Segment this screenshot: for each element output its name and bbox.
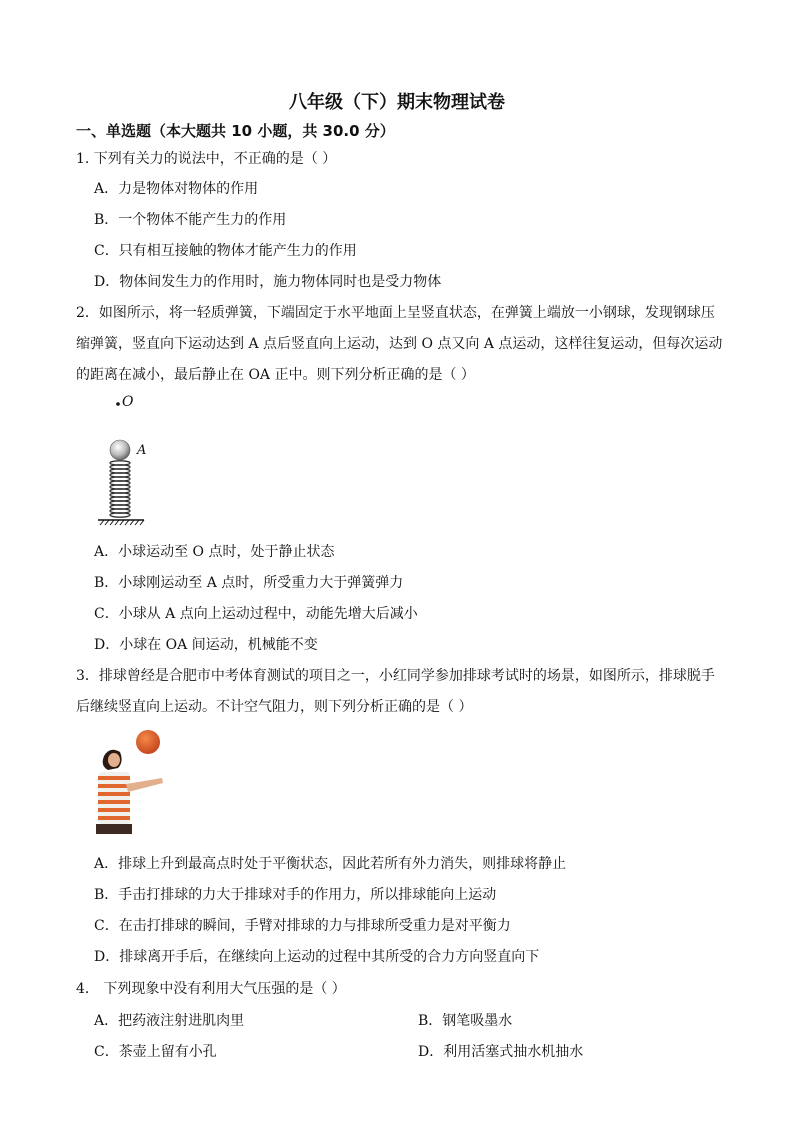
volleyball <box>136 730 160 754</box>
question-4-option-b: B．钢笔吸墨水 <box>418 1013 513 1029</box>
spring-coil <box>110 461 130 517</box>
question-4-option-d: D．利用活塞式抽水机抽水 <box>418 1044 584 1060</box>
question-1-option-d: D．物体间发生力的作用时，施力物体同时也是受力物体 <box>94 274 442 290</box>
question-1-option-b: B．一个物体不能产生力的作用 <box>94 212 287 228</box>
question-2-option-c: C．小球从 A 点向上运动过程中，动能先增大后减小 <box>94 606 418 622</box>
spring-ball-figure <box>92 390 172 530</box>
volleyball-photo <box>92 728 172 834</box>
ground-hatch <box>98 520 144 525</box>
question-2-line-1: 2．如图所示，将一轻质弹簧，下端固定于水平地面上呈竖直状态，在弹簧上端放一小钢球，发现钢球压 <box>76 305 715 321</box>
steel-ball <box>110 440 130 460</box>
question-4-option-c: C．茶壶上留有小孔 <box>94 1044 217 1060</box>
question-1-stem: 1. 下列有关力的说法中，不正确的是（ ） <box>76 151 337 167</box>
question-3-option-c: C．在击打排球的瞬间，手臂对排球的力与排球所受重力是对平衡力 <box>94 918 511 934</box>
point-a-label: A <box>137 443 147 458</box>
question-4-option-a: A．把药液注射进肌肉里 <box>94 1013 245 1029</box>
student-figure <box>96 750 163 834</box>
question-3-line-1: 3．排球曾经是合肥市中考体育测试的项目之一，小红同学参加排球考试时的场景，如图所示，排球脱手 <box>76 668 715 684</box>
point-o-dot <box>116 402 120 406</box>
question-3-option-b: B．手击打排球的力大于排球对手的作用力，所以排球能向上运动 <box>94 887 497 903</box>
question-2-line-3: 的距离在减小，最后静止在 OA 正中。则下列分析正确的是（ ） <box>76 367 475 383</box>
question-2-option-d: D．小球在 OA 间运动，机械能不变 <box>94 637 318 653</box>
question-2-option-a: A．小球运动至 O 点时，处于静止状态 <box>94 544 335 560</box>
question-4-stem: 4． 下列现象中没有利用大气压强的是（ ） <box>76 981 346 997</box>
question-1-option-c: C．只有相互接触的物体才能产生力的作用 <box>94 243 357 259</box>
question-2-option-b: B．小球刚运动至 A 点时，所受重力大于弹簧弹力 <box>94 575 404 591</box>
question-3-option-d: D．排球离开手后，在继续向上运动的过程中其所受的合力方向竖直向下 <box>94 949 540 965</box>
page-title: 八年级（下）期末物理试卷 <box>289 92 505 113</box>
point-o-label: O <box>122 394 134 410</box>
section-heading: 一、单选题（本大题共 10 小题，共 30.0 分） <box>76 122 395 140</box>
question-3-option-a: A．排球上升到最高点时处于平衡状态，因此若所有外力消失，则排球将静止 <box>94 856 567 872</box>
question-1-option-a: A．力是物体对物体的作用 <box>94 181 259 197</box>
question-3-line-2: 后继续竖直向上运动。不计空气阻力，则下列分析正确的是（ ） <box>76 699 473 715</box>
question-2-line-2: 缩弹簧，竖直向下运动达到 A 点后竖直向上运动，达到 O 点又向 A 点运动，这样往复运动，但每次运动 <box>76 336 723 352</box>
